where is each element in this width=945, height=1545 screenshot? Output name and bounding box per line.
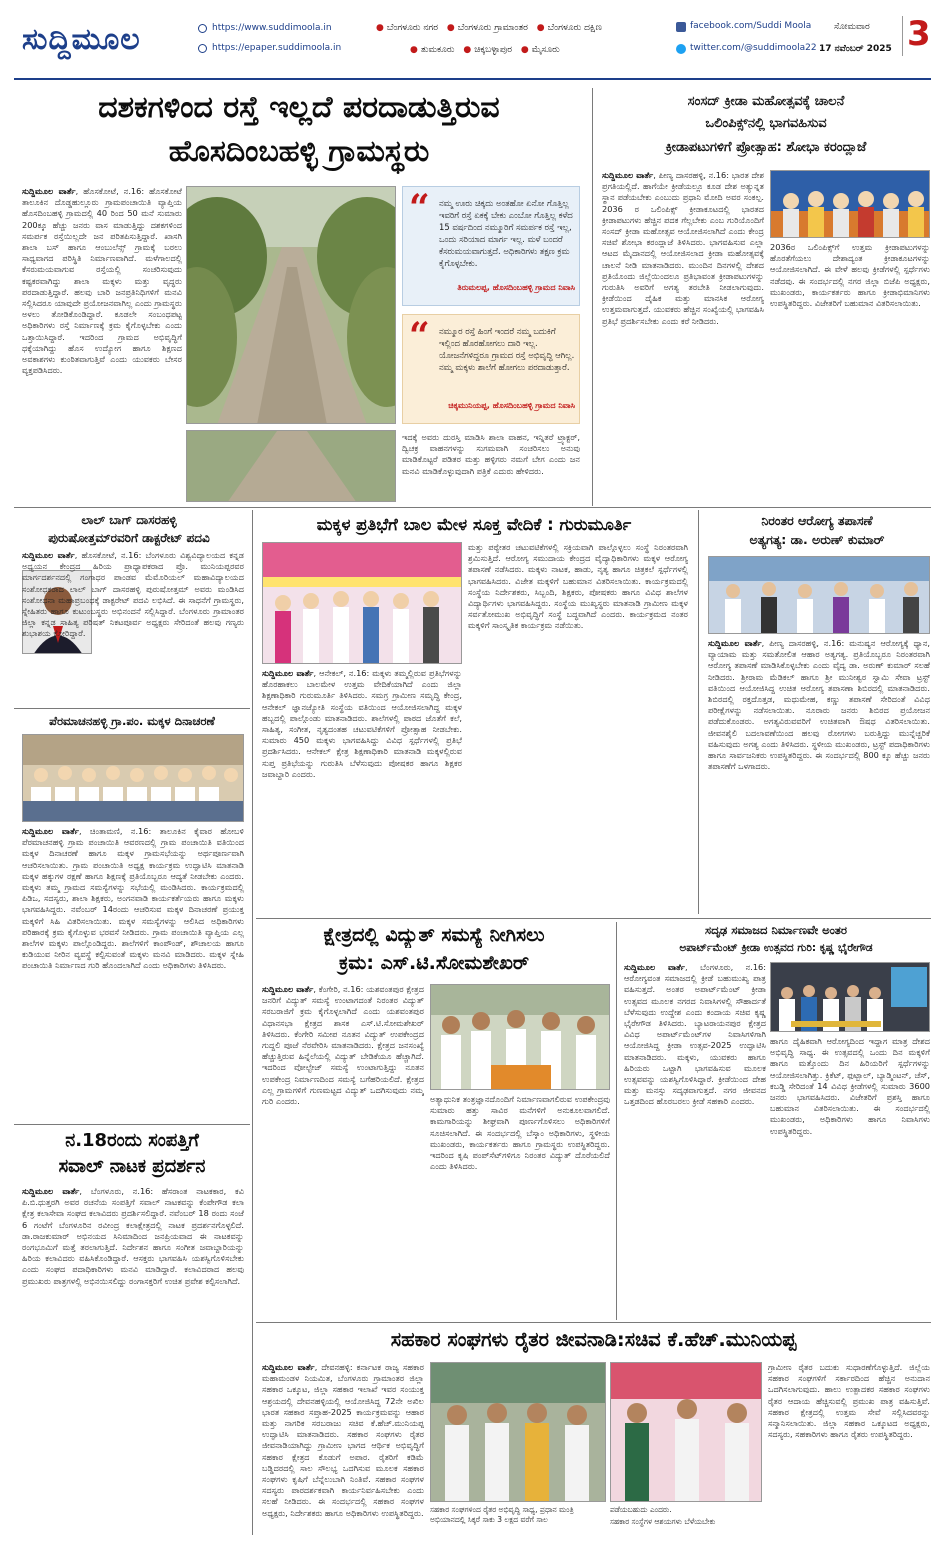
cooperative-caption-2: ಪಡೆಯಬಹುದು ಎಂದರು. (610, 1505, 672, 1514)
sports-image (771, 171, 930, 238)
bala-mela-photo (262, 542, 462, 664)
quote-2-text: ನಮ್ಮೂರ ರಸ್ತೆ ಹಿಂಗೆ ಇಂದರೆ ನಮ್ಮ ಬದುಕಿಗೆ ಇಲ್ಲಿಂದ ಹೊರಹೋಗಲು ದಾರಿ ಇಲ್ಲ. ಯೋಜನೆಗಳಿದ್ದರೂ ಗ್ರಾಮದ ರಸ್ತೆ ಅಭಿವೃದ್ಧಿ ಆಗಿಲ್ಲ. ನಮ್ಮ ಮಕ್ಕಳು ಶಾಲೆಗೆ ಹೋಗಲು ಪರದಾಡುತ್ತಾರೆ. (439, 326, 575, 372)
cooperative-photo-2 (610, 1362, 762, 1502)
page-number: 3 (907, 14, 931, 54)
bullet-icon: ● (446, 23, 455, 33)
editions-row-2 (410, 44, 670, 56)
edition-label: ಮೈಸೂರು (531, 45, 560, 55)
article-cooperative-body-2: ಗ್ರಾಮೀಣ ರೈತರ ಬದುಕು ಸುಧಾರಣೆಗೊಳ್ಳುತ್ತಿದೆ. ಜಿಲ್ಲೆಯ ಸಹಕಾರ ಸಂಘಗಳಿಗೆ ಸರ್ಕಾರದಿಂದ ಹೆಚ್ಚಿನ ಅನುದಾನ ಒದಗಿಸಲಾಗುವುದು. ಹಾಲು ಉತ್ಪಾದಕರ ಸಹಕಾರ ಸಂಘಗಳು ರೈತರ ಆದಾಯ ಹೆಚ್ಚಿಸುವಲ್ಲಿ ಪ್ರಮುಖ ಪಾತ್ರ ವಹಿಸುತ್ತಿವೆ. ಸಹಕಾರ ಕ್ಷೇತ್ರದಲ್ಲಿ ಉತ್ತಮ ಸೇವೆ ಸಲ್ಲಿಸಿದವರನ್ನು ಸನ್ಮಾನಿಸಲಾಯಿತು. ಜಿಲ್ಲಾ ಸಹಕಾರ ಒಕ್ಕೂಟದ ಅಧ್ಯಕ್ಷರು, ಸದಸ್ಯರು, ಸಹಕಾರಿಗಳು ಹಾಗೂ ರೈತರು ಉಪಸ್ಥಿತರಿದ್ದರು. (768, 1362, 930, 1440)
issue-day: ಸೋಮವಾರ (834, 22, 870, 32)
article-apartment-sports-body-2: ಹಾಗೂ ದೈಹಿಕವಾಗಿ ಆರೋಗ್ಯದಿಂದ ಇದ್ದಾಗ ಮಾತ್ರ ದೇಶದ ಅಭಿವೃದ್ಧಿ ಸಾಧ್ಯ. ಈ ಉತ್ಸವದಲ್ಲಿ ಒಂದು ದಿನ ಮಕ್ಕಳಿಗೆ ಹಾಗೂ ಮತ್ತೊಂದು ದಿನ ಹಿರಿಯರಿಗೆ ಸ್ಪರ್ಧೆಗಳನ್ನು ಆಯೋಜಿಸಲಾಗಿತ್ತು. ಕ್ರಿಕೆಟ್, ಫುಟ್ಬಾಲ್, ಬ್ಯಾಡ್ಮಿಂಟನ್, ಚೆಸ್, ಕಬಡ್ಡಿ ಸೇರಿದಂತೆ 14 ವಿವಿಧ ಕ್ರೀಡೆಗಳಲ್ಲಿ ಸುಮಾರು 3600 ಜನರು ಭಾಗವಹಿಸಿದರು. ವಿಜೇತರಿಗೆ ಪ್ರಶಸ್ತಿ ಹಾಗೂ ಬಹುಮಾನ ವಿತರಿಸಲಾಯಿತು. ಈ ಸಂದರ್ಭದಲ್ಲಿ ಮುಖಂಡರು, ಅಧಿಕಾರಿಗಳು ಹಾಗೂ ನಿವಾಸಿಗಳು ಉಪಸ್ಥಿತರಿದ್ದರು. (770, 1036, 930, 1136)
quote-2-author: ಚಿಕ್ಕಮುನಿಯಪ್ಪ, ಹೊಸದಿಂಬಹಳ್ಳಿ ಗ್ರಾಮದ ನಿವಾಸಿ (448, 401, 575, 410)
bullet-icon: ● (463, 45, 472, 55)
article-road-body: ಸುದ್ದಿಮೂಲ ವಾರ್ತೆ, ಹೊಸಕೋಟೆ, ನ.16: ಹೊಸಕೋಟೆ ತಾಲೂಕಿನ ದೊಡ್ಡಹುಲ್ಲೂರು ಗ್ರಾಮಪಂಚಾಯಿತಿ ವ್ಯಾಪ್ತಿಯ ಹೊಸದಿಂಬಹಳ್ಳಿ ಗ್ರಾಮದಲ್ಲಿ 40 ರಿಂದ 50 ಮನೆ ಸುಮಾರು 200ಕ್ಕೂ ಹೆಚ್ಚು ಜನರು ವಾಸ ಮಾಡುತ್ತಿದ್ದು ದಶಕಗಳಿಂದ ಸಮರ್ಪಕ ರಸ್ತೆಯಿಲ್ಲದೇ ಜನ ಪರಿತಪಿಸುತ್ತಿದ್ದಾರೆ. ಖಾಸಗಿ ಶಾಲಾ ಬಸ್ ಹಾಗೂ ಆಂಬುಲೆನ್ಸ್ ಗ್ರಾಮಕ್ಕೆ ಬರಲು ಸಾಧ್ಯವಾಗದ ಪರಿಸ್ಥಿತಿ ನಿರ್ಮಾಣವಾಗಿದೆ. ಮಳೆಗಾಲದಲ್ಲಿ ಕೆಸರುಮಯವಾಗುವ ರಸ್ತೆಯಲ್ಲಿ ಸಂಚರಿಸುವುದು ಕಷ್ಟಕರವಾಗಿದ್ದು ಶಾಲಾ ಮಕ್ಕಳು ಮತ್ತು ವೃದ್ಧರು ಪರದಾಡುತ್ತಿದ್ದಾರೆ. ಹಲವು ಬಾರಿ ಜನಪ್ರತಿನಿಧಿಗಳಿಗೆ ಮನವಿ ಸಲ್ಲಿಸಿದರೂ ಯಾವುದೇ ಪ್ರಯೋಜನವಾಗಿಲ್ಲ ಎಂದು ಗ್ರಾಮಸ್ಥರು ಅಳಲು ತೋಡಿಕೊಂಡಿದ್ದಾರೆ. ಕೂಡಲೇ ಸಂಬಂಧಪಟ್ಟ ಅಧಿಕಾರಿಗಳು ರಸ್ತೆ ನಿರ್ಮಾಣಕ್ಕೆ ಕ್ರಮ ಕೈಗೊಳ್ಳಬೇಕು ಎಂದು ಒತ್ತಾಯಿಸಿದ್ದಾರೆ. ಇದರಿಂದ ಗ್ರಾಮದ ಅಭಿವೃದ್ಧಿಗೆ ಧಕ್ಕೆಯಾಗಿದ್ದು ಹೊಸ ಉದ್ಯೋಗ ಹಾಗೂ ಶಿಕ್ಷಣದ ಅವಕಾಶಗಳು ಕುಂಠಿತವಾಗುತ್ತಿವೆ ಎಂದು ಯುವಕರು ಬೇಸರ ವ್ಯಕ್ತಪಡಿಸಿದರು. (22, 186, 182, 376)
cooperative-caption-3: ಸಹಕಾರ ಸಂಸ್ಥೆಗಳ ಆಶಯಗಳು ಬೆಳೆಯಬೇಕು (610, 1517, 716, 1526)
headline-road: ದಶಕಗಳಿಂದ ರಸ್ತೆ ಇಲ್ಲದೆ ಪರದಾಡುತ್ತಿರುವ (98, 90, 500, 125)
article-sports-body-2: 2036ರ ಒಲಿಂಪಿಕ್ಸ್‌ಗೆ ಉತ್ತಮ ಕ್ರೀಡಾಪಟುಗಳನ್ನು ಹೊರತೆಗೆಯಲು ದೇಶಾದ್ಯಂತ ಕ್ರೀಡಾಕೂಟಗಳನ್ನು ಆಯೋಜಿಸಲಾಗಿದೆ. ಈ ವೇಳೆ ಹಲವು ಕ್ರೀಡೆಗಳಲ್ಲಿ ಸ್ಪರ್ಧೆಗಳು ನಡೆದವು. ಈ ಸಂದರ್ಭದಲ್ಲಿ ನಗರ ಜಿಲ್ಲಾ ಬಿಜೆಪಿ ಅಧ್ಯಕ್ಷರು, ಮುಖಂಡರು, ಕಾರ್ಯಕರ್ತರು ಹಾಗೂ ಕ್ರೀಡಾಭಿಮಾನಿಗಳು ಉಪಸ್ಥಿತರಿದ್ದರು. ವಿಜೇತರಿಗೆ ಬಹುಮಾನ ವಿತರಿಸಲಾಯಿತು. (770, 242, 930, 309)
bullet-icon: ● (376, 23, 384, 33)
sports-event-photo (770, 170, 930, 238)
headline-apartment-sports-line2: ಅಪಾರ್ಟ್‌ಮೆಂಟ್ ಕ್ರೀಡಾ ಉತ್ಸವದ ಗುರಿ: ಕೃಷ್ಣ ಭೈರೇಗೌಡ (679, 942, 873, 954)
headline-health: ನಿರಂತರ ಆರೋಗ್ಯ ತಪಾಸಣೆ (761, 513, 873, 528)
road-image (187, 187, 396, 424)
issue-date: 17 ನವೆಂಬರ್ 2025 (819, 44, 892, 54)
apartment-sports-photo (770, 962, 930, 1032)
newspaper-logo: ಸುದ್ದಿಮೂಲ (22, 22, 141, 57)
article-drama-body: ಸುದ್ದಿಮೂಲ ವಾರ್ತೆ, ಬೆಂಗಳೂರು, ನ.16: ಹೆಸರಾಂತ ನಾಟಕಕಾರ, ಕವಿ ಪಿ.ಬಿ.ಧುತ್ತರಗಿ ಅವರ ರಚನೆಯ ಸಂಪತ್ತಿಗೆ ಸವಾಲ್ ನಾಟಕವನ್ನು ಕೆಂಪೇಗೌಡ ಕಲಾ ಕ್ಷೇತ್ರ ಕಲಾಸೇವಾ ಸಂಘದ ಕಲಾವಿದರು ಪ್ರದರ್ಶಿಸಲಿದ್ದಾರೆ. ನವೆಂಬರ್ 18 ರಂದು ಸಂಜೆ 6 ಗಂಟೆಗೆ ಬೆಂಗಳೂರಿನ ರವೀಂದ್ರ ಕಲಾಕ್ಷೇತ್ರದಲ್ಲಿ ನಾಟಕ ಪ್ರದರ್ಶನಗೊಳ್ಳಲಿದೆ. ಡಾ.ರಾಜಕುಮಾರ್ ಅಭಿನಯದ ಸಿನಿಮಾದಿಂದ ಜನಪ್ರಿಯವಾದ ಈ ನಾಟಕವನ್ನು ರಂಗಭೂಮಿಗೆ ಮತ್ತೆ ತರಲಾಗುತ್ತಿದೆ. ನಿರ್ದೇಶನ ಹಾಗೂ ಸಂಗೀತ ಜವಾಬ್ದಾರಿಯನ್ನು ಹಿರಿಯ ಕಲಾವಿದರು ವಹಿಸಿಕೊಂಡಿದ್ದಾರೆ. ಆಸಕ್ತರು ಭಾಗವಹಿಸಿ ಯಶಸ್ವಿಗೊಳಿಸಬೇಕು ಎಂದು ಸಂಘದ ಪದಾಧಿಕಾರಿಗಳು ಮನವಿ ಮಾಡಿದ್ದಾರೆ. ಕಲಾವಿದರಾದ ಹಲವು ಪ್ರಮುಖರು ಪಾತ್ರಗಳಲ್ಲಿ ಅಭಿನಯಿಸಲಿದ್ದು ರಂಗಾಸಕ್ತರಿಗೆ ಉಚಿತ ಪ್ರವೇಶ ಕಲ್ಪಿಸಲಾಗಿದೆ. (22, 1186, 244, 1286)
electricity-event-photo (430, 984, 610, 1090)
website-link[interactable]: https://www.suddimoola.in (212, 23, 332, 33)
edition-label: ಬೆಂಗಳೂರು ದಕ್ಷಿಣ (547, 23, 602, 33)
bala-mela-image (263, 543, 462, 664)
headline-apartment-sports: ಸದೃಢ ಸಮಾಜದ ನಿರ್ಮಾಣವೇ ಅಂತರ (705, 923, 847, 937)
epaper-link[interactable]: https://epaper.suddimoola.in (212, 43, 342, 53)
quote-icon: “ (409, 187, 430, 229)
facebook-icon (676, 22, 686, 32)
health-camp-photo (708, 556, 930, 634)
edition-label: ತುಮಕೂರು (420, 45, 455, 55)
cooperative-caption-1: ಸಹಕಾರ ಸಂಘಗಳಿಂದ ರೈತರ ಅಭಿವೃದ್ಧಿ ಸಾಧ್ಯ, ಪ್ರಧಾನ ಮಂತ್ರಿ ಅಭಿಯಾನದಲ್ಲಿ ಸಿಕ್ಕರೆ ಸಾಕು 3 ಲಕ್ಷದ ವರೆಗೆ ಸಾಲ (430, 1505, 574, 1524)
edition-label: ಬೆಂಗಳೂರು ನಗರ (386, 23, 438, 33)
cooperative-image-2 (611, 1363, 762, 1502)
article-road-body-2: ಇದಕ್ಕೆ ಅವರು ದುರಸ್ತಿ ಮಾಡಿಸಿ ಶಾಲಾ ವಾಹನ, ಇನ್ನಿತರೆ ಟ್ರ್ಯಾಕ್ಟರ್, ದ್ವಿಚಕ್ರ ವಾಹನಗಳನ್ನು ಸುಗಮವಾಗಿ ಸಂಚರಿಸಲು ಅನುವು ಮಾಡಿಕೊಟ್ಟರೆ ಪಡಿತರ ಮತ್ತು ಹಳ್ಳಿಗರು ನಮಗೆ ಬೇಗ ಎಂದು ಜನ ಮನವಿ ಮಾಡಿಕೊಳ್ಳುವುದಾಗಿ ಪತ್ರಿಕೆ ಎದುರು ಹೇಳಿದರು. (402, 432, 580, 476)
bullet-icon: ● (536, 23, 545, 33)
quote-icon: “ (409, 315, 430, 357)
headline-sports-line2: ಒಲಿಂಪಿಕ್ಸ್‌ನಲ್ಲಿ ಭಾಗವಹಿಸುವ (705, 116, 827, 131)
twitter-link[interactable]: twitter.com/@suddimoola22 (690, 43, 817, 53)
article-doctorate-body: ಸುದ್ದಿಮೂಲ ವಾರ್ತೆ, ಹೊಸಕೋಟೆ, ನ.16: ಬೆಂಗಳೂರು ವಿಶ್ವವಿದ್ಯಾಲಯದ ಕನ್ನಡ ಅಧ್ಯಯನ ಕೇಂದ್ರದ ಹಿರಿಯ ಪ್ರಾಧ್ಯಾಪಕರಾದ ಪ್ರೊ. ಮುನಿಯಪ್ಪರವರ ಮಾರ್ಗದರ್ಶನದಲ್ಲಿ ಗಂಗಾಧರ ಪಾಂಡವ ಮೆಮೊರಿಯಲ್ ಮಹಾವಿದ್ಯಾಲಯದ ಸಂಶೋಧಕರಾದ ಲಾಲ್ ಬಾಗ್ ದಾಸರಹಳ್ಳಿ ಪುರುಷೋತ್ತಮ್ ಅವರು ಮಂಡಿಸಿದ ಸಂಶೋಧನಾ ಮಹಾಪ್ರಬಂಧಕ್ಕೆ ಡಾಕ್ಟರೇಟ್ ಪದವಿ ಲಭಿಸಿದೆ. ಈ ಸಾಧನೆಗೆ ಗ್ರಾಮಸ್ಥರು, ಸ್ನೇಹಿತರು ಹಾಗೂ ಕುಟುಂಬಸ್ಥರು ಅಭಿನಂದನೆ ಸಲ್ಲಿಸಿದ್ದಾರೆ. ಬೆಂಗಳೂರು ಗ್ರಾಮಾಂತರ ಜಿಲ್ಲಾ ಕನ್ನಡ ಸಾಹಿತ್ಯ ಪರಿಷತ್ ನಿಕಟಪೂರ್ವ ಅಧ್ಯಕ್ಷರು ಸೇರಿದಂತೆ ಹಲವು ಗಣ್ಯರು ಶುಭಾಶಯ ಕೋರಿದ್ದಾರೆ. (22, 550, 244, 639)
headline-sports: ಸಂಸದ್ ಕ್ರೀಡಾ ಮಹೋತ್ಸವಕ್ಕೆ ಚಾಲನೆ (687, 94, 845, 109)
quote-box-1 (402, 186, 580, 306)
globe-icon (198, 24, 207, 33)
article-bala-mela-body: ಸುದ್ದಿಮೂಲ ವಾರ್ತೆ, ಆನೇಕಲ್, ನ.16: ಮಕ್ಕಳು ತಮ್ಮಲ್ಲಿರುವ ಪ್ರತಿಭೆಗಳನ್ನು ಹೊರಹಾಕಲು ಬಾಲಮೇಳ ಉತ್ತಮ ವೇದಿಕೆಯಾಗಿದೆ ಎಂದು ಜಿಲ್ಲಾ ಶಿಕ್ಷಣಾಧಿಕಾರಿ ಗುರುಮೂರ್ತಿ ತಿಳಿಸಿದರು. ಸಮಗ್ರ ಗ್ರಾಮೀಣ ಸಮೃದ್ಧಿ ಕೇಂದ್ರ, ಆನೇಕಲ್ ಜ್ಞಾನಜ್ಯೋತಿ ಸಂಸ್ಥೆಯ ವತಿಯಿಂದ ಆಯೋಜಿಸಲಾಗಿದ್ದ ಮಕ್ಕಳ ಹಬ್ಬದಲ್ಲಿ ಪಾಲ್ಗೊಂಡು ಮಾತನಾಡಿದರು. ಶಾಲೆಗಳಲ್ಲಿ ಪಾಠದ ಜೊತೆಗೆ ಕಲೆ, ಸಾಹಿತ್ಯ, ಸಂಗೀತ, ನೃತ್ಯದಂತಹ ಚಟುವಟಿಕೆಗಳಿಗೆ ಪ್ರೋತ್ಸಾಹ ನೀಡಬೇಕು. ಸುಮಾರು 450 ಮಕ್ಕಳು ಭಾಗವಹಿಸಿದ್ದು ವಿವಿಧ ಸ್ಪರ್ಧೆಗಳಲ್ಲಿ ಪ್ರತಿಭೆ ಪ್ರದರ್ಶಿಸಿದರು. ಆನೇಕಲ್ ಕ್ಷೇತ್ರ ಶಿಕ್ಷಣಾಧಿಕಾರಿ ಮಾತನಾಡಿ ಮಕ್ಕಳಲ್ಲಿರುವ ಸುಪ್ತ ಪ್ರತಿಭೆಯನ್ನು ಗುರುತಿಸಿ ಬೆಳೆಸುವುದು ಪೋಷಕರ ಹಾಗೂ ಶಿಕ್ಷಕರ ಜವಾಬ್ದಾರಿ ಎಂದರು. (262, 668, 462, 779)
article-electricity-body: ಸುದ್ದಿಮೂಲ ವಾರ್ತೆ, ಕೆಂಗೇರಿ, ನ.16: ಯಶವಂತಪುರ ಕ್ಷೇತ್ರದ ಜನರಿಗೆ ವಿದ್ಯುತ್ ಸಮಸ್ಯೆ ಉಂಟಾಗದಂತೆ ನಿರಂತರ ವಿದ್ಯುತ್ ಸರಬರಾಜಿಗೆ ಕ್ರಮ ಕೈಗೊಳ್ಳಲಾಗಿದೆ ಎಂದು ಯಶವಂತಪುರ ವಿಧಾನಸಭಾ ಕ್ಷೇತ್ರದ ಶಾಸಕ ಎಸ್.ಟಿ.ಸೋಮಶೇಖರ್ ತಿಳಿಸಿದರು. ಕೆಂಗೇರಿ ಸಮೀಪ ನೂತನ ವಿದ್ಯುತ್ ಉಪಕೇಂದ್ರದ ಗುದ್ದಲಿ ಪೂಜೆ ನೆರವೇರಿಸಿ ಮಾತನಾಡಿದರು. ಕ್ಷೇತ್ರದ ಜನಸಂಖ್ಯೆ ಹೆಚ್ಚುತ್ತಿರುವ ಹಿನ್ನೆಲೆಯಲ್ಲಿ ವಿದ್ಯುತ್ ಬೇಡಿಕೆಯೂ ಹೆಚ್ಚಾಗಿದೆ. ಇದರಿಂದ ವೋಲ್ಟೇಜ್ ಸಮಸ್ಯೆ ಉಂಟಾಗುತ್ತಿದ್ದು ನೂತನ ಉಪಕೇಂದ್ರ ನಿರ್ಮಾಣದಿಂದ ಸಮಸ್ಯೆ ಬಗೆಹರಿಯಲಿದೆ. ಕ್ಷೇತ್ರದ ಎಲ್ಲ ಗ್ರಾಮಗಳಿಗೆ ಗುಣಮಟ್ಟದ ವಿದ್ಯುತ್ ಒದಗಿಸುವುದು ನಮ್ಮ ಗುರಿ ಎಂದರು. (262, 984, 424, 1107)
article-bala-mela-body-2: ಮತ್ತು ಪಠ್ಯೇತರ ಚಟುವಟಿಕೆಗಳಲ್ಲಿ ಸಕ್ರಿಯವಾಗಿ ಪಾಲ್ಗೊಳ್ಳಲು ಸಂಸ್ಥೆ ನಿರಂತರವಾಗಿ ಶ್ರಮಿಸುತ್ತಿದೆ. ಆರೋಗ್ಯ ಸಮುದಾಯ ಕೇಂದ್ರದ ವೈದ್ಯಾಧಿಕಾರಿಗಳು ಮಕ್ಕಳ ಆರೋಗ್ಯ ತಪಾಸಣೆ ನಡೆಸಿದರು. ಮಕ್ಕಳು ನಾಟಕ, ಹಾಡು, ನೃತ್ಯ ಹಾಗೂ ಚಿತ್ರಕಲೆ ಸ್ಪರ್ಧೆಗಳಲ್ಲಿ ಭಾಗವಹಿಸಿದರು. ವಿಜೇತ ಮಕ್ಕಳಿಗೆ ಬಹುಮಾನ ವಿತರಿಸಲಾಯಿತು. ಕಾರ್ಯಕ್ರಮದಲ್ಲಿ ಸಂಸ್ಥೆಯ ನಿರ್ದೇಶಕರು, ಸಿಬ್ಬಂದಿ, ಶಿಕ್ಷಕರು, ಪೋಷಕರು ಹಾಗೂ ವಿವಿಧ ಶಾಲೆಗಳ ವಿದ್ಯಾರ್ಥಿಗಳು ಭಾಗವಹಿಸಿದ್ದರು. ಸಂಸ್ಥೆಯ ಮುಖ್ಯಸ್ಥರು ಮಾತನಾಡಿ ಗ್ರಾಮೀಣ ಮಕ್ಕಳ ಸರ್ವತೋಮುಖ ಅಭಿವೃದ್ಧಿಗೆ ಸಂಸ್ಥೆ ಬದ್ಧವಾಗಿದೆ ಎಂದರು. ಕಾರ್ಯಕ್ರಮದ ನಂತರ ಮಕ್ಕಳಿಗೆ ಸಾಂಸ್ಕೃತಿಕ ಕಾರ್ಯಕ್ರಮ ನಡೆಯಿತು. (468, 542, 688, 631)
quote-1-author: ತಿರುಮಲಪ್ಪ, ಹೊಸದಿಂಬಹಳ್ಳಿ ಗ್ರಾಮದ ನಿವಾಸಿ (457, 283, 575, 292)
health-camp-image (709, 557, 930, 634)
globe-icon (198, 44, 207, 53)
headline-cooperative: ಸಹಕಾರ ಸಂಘಗಳು ರೈತರ ಜೀವನಾಡಿ:ಸಚಿವ ಕೆ.ಹೆಚ್.ಮುನಿಯಪ್ಪ (390, 1328, 797, 1351)
headline-electricity-line2: ಕ್ರಮ: ಎಸ್.ಟಿ.ಸೋಮಶೇಖರ್ (338, 952, 530, 974)
headline-electricity: ಕ್ಷೇತ್ರದಲ್ಲಿ ವಿದ್ಯುತ್ ಸಮಸ್ಯೆ ನೀಗಿಸಲು (323, 924, 545, 946)
headline-childrens-day: ಪೆರಮಾಚನಹಳ್ಳಿ ಗ್ರಾ.ಪಂ. ಮಕ್ಕಳ ದಿನಾಚರಣೆ (49, 714, 215, 728)
article-cooperative-body: ಸುದ್ದಿಮೂಲ ವಾರ್ತೆ, ದೇವನಹಳ್ಳಿ: ಕರ್ನಾಟಕ ರಾಜ್ಯ ಸಹಕಾರ ಮಹಾಮಂಡಳ ನಿಯಮಿತ, ಬೆಂಗಳೂರು ಗ್ರಾಮಾಂತರ ಜಿಲ್ಲಾ ಸಹಕಾರ ಒಕ್ಕೂಟ, ಜಿಲ್ಲಾ ಸಹಕಾರ ಇಲಾಖೆ ಇವರ ಸಂಯುಕ್ತ ಆಶ್ರಯದಲ್ಲಿ ದೇವನಹಳ್ಳಿಯಲ್ಲಿ ಆಯೋಜಿಸಿದ್ದ 72ನೇ ಅಖಿಲ ಭಾರತ ಸಹಕಾರ ಸಪ್ತಾಹ-2025 ಕಾರ್ಯಕ್ರಮವನ್ನು ಆಹಾರ ಮತ್ತು ನಾಗರಿಕ ಸರಬರಾಜು ಸಚಿವ ಕೆ.ಹೆಚ್.ಮುನಿಯಪ್ಪ ಉದ್ಘಾಟಿಸಿ ಮಾತನಾಡಿದರು. ಸಹಕಾರ ಸಂಘಗಳು ರೈತರ ಜೀವನಾಡಿಯಾಗಿದ್ದು ಗ್ರಾಮೀಣ ಭಾಗದ ಆರ್ಥಿಕ ಅಭಿವೃದ್ಧಿಗೆ ಸಹಕಾರ ಕ್ಷೇತ್ರದ ಕೊಡುಗೆ ಅಪಾರ. ರೈತರಿಗೆ ಕಡಿಮೆ ಬಡ್ಡಿದರದಲ್ಲಿ ಸಾಲ ಸೌಲಭ್ಯ ಒದಗಿಸುವ ಮೂಲಕ ಸಹಕಾರ ಸಂಘಗಳು ಕೃಷಿಗೆ ಬೆನ್ನೆಲುಬಾಗಿ ನಿಂತಿವೆ. ಸಹಕಾರ ಸಂಘಗಳ ಸದಸ್ಯರು ಪಾರದರ್ಶಕವಾಗಿ ಕಾರ್ಯನಿರ್ವಹಿಸಬೇಕು ಎಂದು ಸಲಹೆ ನೀಡಿದರು. ಈ ಸಂದರ್ಭದಲ್ಲಿ ಸಹಕಾರ ಸಂಘಗಳ ಅಧ್ಯಕ್ಷರು, ನಿರ್ದೇಶಕರು ಹಾಗೂ ಅಧಿಕಾರಿಗಳು ಉಪಸ್ಥಿತರಿದ್ದರು. (262, 1362, 424, 1518)
article-health-body: ಸುದ್ದಿಮೂಲ ವಾರ್ತೆ, ಪೀಣ್ಯ ದಾಸರಹಳ್ಳಿ, ನ.16: ಮನುಷ್ಯನ ಆರೋಗ್ಯಕ್ಕೆ ಧ್ಯಾನ, ವ್ಯಾಯಾಮ ಮತ್ತು ಸಮತೋಲಿತ ಆಹಾರ ಅತ್ಯಗತ್ಯ. ಪ್ರತಿಯೊಬ್ಬರೂ ನಿರಂತರವಾಗಿ ಆರೋಗ್ಯ ತಪಾಸಣೆ ಮಾಡಿಸಿಕೊಳ್ಳಬೇಕು ಎಂದು ವೈದ್ಯ ಡಾ. ಅರುಣ್ ಕುಮಾರ್ ಸಲಹೆ ನೀಡಿದರು. ಶ್ರೀರಾಮ ಮೆಡಿಕಲ್ ಹಾಗೂ ಶ್ರೀ ಮುನೀಶ್ವರ ಸ್ವಾಮಿ ಸೇವಾ ಟ್ರಸ್ಟ್ ವತಿಯಿಂದ ಆಯೋಜಿಸಿದ್ದ ಉಚಿತ ಆರೋಗ್ಯ ತಪಾಸಣಾ ಶಿಬಿರದಲ್ಲಿ ಮಾತನಾಡಿದರು. ಶಿಬಿರದಲ್ಲಿ ರಕ್ತದೊತ್ತಡ, ಮಧುಮೇಹ, ಕಣ್ಣು ತಪಾಸಣೆ ಸೇರಿದಂತೆ ವಿವಿಧ ಪರೀಕ್ಷೆಗಳನ್ನು ನಡೆಸಲಾಯಿತು. ನೂರಾರು ಜನರು ಶಿಬಿರದ ಪ್ರಯೋಜನ ಪಡೆದುಕೊಂಡರು. ಅಗತ್ಯವಿರುವವರಿಗೆ ಉಚಿತವಾಗಿ ಔಷಧ ವಿತರಿಸಲಾಯಿತು. ಜೀವನಶೈಲಿ ಬದಲಾವಣೆಯಿಂದ ಹಲವು ರೋಗಗಳು ಬರುತ್ತಿದ್ದು ಮುನ್ನೆಚ್ಚರಿಕೆ ವಹಿಸುವುದು ಅಗತ್ಯ ಎಂದು ತಿಳಿಸಿದರು. ಸ್ಥಳೀಯ ಮುಖಂಡರು, ಟ್ರಸ್ಟ್ ಪದಾಧಿಕಾರಿಗಳು ಹಾಗೂ ಸಾರ್ವಜನಿಕರು ಉಪಸ್ಥಿತರಿದ್ದರು. ಈ ಸಂದರ್ಭದಲ್ಲಿ 800 ಕ್ಕೂ ಹೆಚ್ಚು ಜನರು ತಪಾಸಣೆಗೆ ಒಳಗಾದರು. (708, 638, 930, 772)
header-divider (902, 16, 903, 56)
bullet-icon: ● (520, 45, 529, 55)
facebook-link[interactable]: facebook.com/Suddi Moola (690, 21, 812, 31)
quote-box-2 (402, 314, 580, 424)
road-image-2 (187, 431, 396, 502)
children-image (23, 735, 244, 822)
headline-drama-line2: ಸವಾಲ್ ನಾಟಕ ಪ್ರದರ್ಶನ (58, 1156, 206, 1177)
headline-sports-line3: ಕ್ರೀಡಾಪಟುಗಳಿಗೆ ಪ್ರೋತ್ಸಾಹ: ಶೋಭಾ ಕರಂದ್ಲಾಜೆ (665, 140, 867, 155)
editions-row-1 (376, 22, 676, 34)
edition-label: ಬೆಂಗಳೂರು ಗ್ರಾಮಾಂತರ (457, 23, 528, 33)
quote-1-text: ನಮ್ಮ ಊರು ಚಿಕ್ಕದು ಅಂತಹೋ ಏನೋ ಗೊತ್ತಿಲ್ಲ ಇವರಿಗೆ ರಸ್ತೆ ಏಕಕ್ಕೆ ಬೇಕು ಎಂಬೋ ಗೊತ್ತಿಲ್ಲ ಕಳೆದ 15 ವರ್ಷದಿಂದ ನಮ್ಮೂರಿಗೆ ಸಮರ್ಪಕ ರಸ್ತೆ ಇಲ್ಲ, ಒಂದು ಸರಿಯಾದ ಮಾರ್ಗ ಇಲ್ಲ. ಮಳೆ ಬಂದರೆ ಕೆಸರುಮಯವಾಗುತ್ತದೆ. ಅಧಿಕಾರಿಗಳು ತಕ್ಷಣ ಕ್ರಮ ಕೈಗೊಳ್ಳಬೇಕು. (439, 198, 573, 268)
masthead (14, 8, 931, 80)
headline-doctorate-line2: ಪುರುಷೋತ್ತಮ್‌ರವರಿಗೆ ಡಾಕ್ಟರೇಟ್ ಪದವಿ (48, 531, 210, 545)
edition-label: ಚಿಕ್ಕಬಳ್ಳಾಪುರ (474, 45, 512, 55)
headline-road-line2: ಹೊಸದಿಂಬಹಳ್ಳಿ ಗ್ರಾಮಸ್ಥರು (168, 134, 430, 169)
twitter-icon (676, 44, 686, 54)
cooperative-image-1 (431, 1363, 606, 1502)
apartment-sports-image (771, 963, 930, 1032)
road-photo-2 (186, 430, 396, 502)
article-sports-body: ಸುದ್ದಿಮೂಲ ವಾರ್ತೆ, ಪೀಣ್ಯ ದಾಸರಹಳ್ಳಿ, ನ.16: ಭಾರತ ದೇಶ ಪ್ರಗತಿಯಲ್ಲಿದೆ. ಹಾಗೆಯೇ ಕ್ರೀಡೆಯಲ್ಲೂ ಕೂಡ ದೇಶ ಅತ್ಯುನ್ನತ ಸ್ಥಾನ ಪಡೆಯಬೇಕು ಎಂಬುದು ಪ್ರಧಾನಿ ಮೋದಿ ಅವರ ಸಂಕಲ್ಪ. 2036 ರ ಒಲಿಂಪಿಕ್ಸ್ ಕ್ರೀಡಾಕೂಟದಲ್ಲಿ ಭಾರತದ ಕ್ರೀಡಾಪಟುಗಳು ಹೆಚ್ಚಿನ ಪದಕ ಗೆಲ್ಲಬೇಕು ಎಂಬ ಗುರಿಯೊಂದಿಗೆ ಸಂಸದ್ ಕ್ರೀಡಾ ಮಹೋತ್ಸವ ಆಯೋಜಿಸಲಾಗಿದೆ ಎಂದು ಕೇಂದ್ರ ಸಚಿವೆ ಶೋಭಾ ಕರಂದ್ಲಾಜೆ ತಿಳಿಸಿದರು. ಭಾಗವಹಿಸುವ ಎಲ್ಲಾ ಆಟದ ಮೈದಾನದಲ್ಲಿ ಆಯೋಜಿಸಲಾದ ಕ್ರೀಡಾ ಮಹೋತ್ಸವಕ್ಕೆ ಚಾಲನೆ ನೀಡಿ ಮಾತನಾಡಿದರು. ಮುಂದಿನ ದಿನಗಳಲ್ಲಿ ದೇಶದ ಪ್ರತಿಯೊಂದು ಜಿಲ್ಲೆಯಿಂದಲೂ ಪ್ರತಿಭಾವಂತ ಕ್ರೀಡಾಪಟುಗಳನ್ನು ಗುರುತಿಸಿ ಅವರಿಗೆ ಅಗತ್ಯ ತರಬೇತಿ ನೀಡಲಾಗುವುದು. ಕ್ರೀಡೆಯಿಂದ ದೈಹಿಕ ಮತ್ತು ಮಾನಸಿಕ ಆರೋಗ್ಯ ಉತ್ತಮವಾಗುತ್ತದೆ. ಯುವಕರು ಹೆಚ್ಚಿನ ಸಂಖ್ಯೆಯಲ್ಲಿ ಭಾಗವಹಿಸಿ ಪ್ರತಿಭೆ ಪ್ರದರ್ಶಿಸಬೇಕು ಎಂದು ಕರೆ ನೀಡಿದರು. (602, 170, 764, 326)
childrens-day-photo (22, 734, 244, 822)
headline-drama: ನ.18ರಂದು ಸಂಪತ್ತಿಗೆ (65, 1130, 199, 1151)
headline-bala-mela: ಮಕ್ಕಳ ಪ್ರತಿಭೆಗೆ ಬಾಲ ಮೇಳ ಸೂಕ್ತ ವೇದಿಕೆ : ಗುರುಮೂರ್ತಿ (316, 515, 632, 534)
headline-health-line2: ಅತ್ಯಗತ್ಯ: ಡಾ. ಅರುಣ್ ಕುಮಾರ್ (749, 532, 885, 547)
article-electricity-body-2: ಅತ್ಯಾಧುನಿಕ ತಂತ್ರಜ್ಞಾನದೊಂದಿಗೆ ನಿರ್ಮಾಣವಾಗಲಿರುವ ಉಪಕೇಂದ್ರವು ಸುಮಾರು ಹತ್ತು ಸಾವಿರ ಮನೆಗಳಿಗೆ ಅನುಕೂಲವಾಗಲಿದೆ. ಕಾಮಗಾರಿಯನ್ನು ಶೀಘ್ರವಾಗಿ ಪೂರ್ಣಗೊಳಿಸಲು ಅಧಿಕಾರಿಗಳಿಗೆ ಸೂಚಿಸಲಾಗಿದೆ. ಈ ಸಂದರ್ಭದಲ್ಲಿ ಬೆಸ್ಕಾಂ ಅಧಿಕಾರಿಗಳು, ಸ್ಥಳೀಯ ಮುಖಂಡರು, ಕಾರ್ಯಕರ್ತರು ಹಾಗೂ ಗ್ರಾಮಸ್ಥರು ಉಪಸ್ಥಿತರಿದ್ದರು. ಇದರಿಂದ ಕೃಷಿ ಪಂಪ್‌ಸೆಟ್‌ಗಳಿಗೂ ನಿರಂತರ ವಿದ್ಯುತ್ ದೊರೆಯಲಿದೆ ಎಂದು ತಿಳಿಸಿದರು. (430, 1094, 610, 1172)
article-childrens-day-body: ಸುದ್ದಿಮೂಲ ವಾರ್ತೆ, ಚಿಂತಾಮಣಿ, ನ.16: ತಾಲೂಕಿನ ಕೈವಾರ ಹೋಬಳಿ ಪೆರಮಾಚನಹಳ್ಳಿ ಗ್ರಾಮ ಪಂಚಾಯಿತಿ ಆವರಣದಲ್ಲಿ ಗ್ರಾಮ ಪಂಚಾಯಿತಿ ವತಿಯಿಂದ ಮಕ್ಕಳ ದಿನಾಚರಣೆ ಹಾಗೂ ಮಕ್ಕಳ ಗ್ರಾಮಸಭೆಯನ್ನು ಅರ್ಥಪೂರ್ಣವಾಗಿ ಆಚರಿಸಲಾಯಿತು. ಗ್ರಾಮ ಪಂಚಾಯಿತಿ ಅಧ್ಯಕ್ಷ ಕಾರ್ಯಕ್ರಮ ಉದ್ಘಾಟಿಸಿ ಮಾತನಾಡಿ ಮಕ್ಕಳ ಹಕ್ಕುಗಳ ರಕ್ಷಣೆ ಹಾಗೂ ಶಿಕ್ಷಣಕ್ಕೆ ಪ್ರತಿಯೊಬ್ಬರೂ ಆದ್ಯತೆ ನೀಡಬೇಕು ಎಂದರು. ಮಕ್ಕಳು ತಮ್ಮ ಗ್ರಾಮದ ಸಮಸ್ಯೆಗಳನ್ನು ಸಭೆಯಲ್ಲಿ ಮಂಡಿಸಿದರು. ಕಾರ್ಯಕ್ರಮದಲ್ಲಿ ಪಿಡಿಒ, ಸದಸ್ಯರು, ಶಾಲಾ ಶಿಕ್ಷಕರು, ಅಂಗನವಾಡಿ ಕಾರ್ಯಕರ್ತೆಯರು ಹಾಗೂ ಮಕ್ಕಳು ಭಾಗವಹಿಸಿದ್ದರು. ನವೆಂಬರ್ 14ರಂದು ಆಚರಿಸುವ ಮಕ್ಕಳ ದಿನಾಚರಣೆ ಪ್ರಯುಕ್ತ ಮಕ್ಕಳಿಗೆ ಸಿಹಿ ವಿತರಿಸಲಾಯಿತು. ಮಕ್ಕಳ ಸಮಸ್ಯೆಗಳನ್ನು ಆಲಿಸಿದ ಅಧಿಕಾರಿಗಳು ಪರಿಹಾರಕ್ಕೆ ಕ್ರಮ ಕೈಗೊಳ್ಳುವ ಭರವಸೆ ನೀಡಿದರು. ಗ್ರಾಮ ಪಂಚಾಯಿತಿ ವ್ಯಾಪ್ತಿಯ ಎಲ್ಲ ಶಾಲೆಗಳ ಮಕ್ಕಳು ಪಾಲ್ಗೊಂಡಿದ್ದರು. ಶಾಲೆಗಳಿಗೆ ಕಾಂಪೌಂಡ್, ಶೌಚಾಲಯ ಹಾಗೂ ಕುಡಿಯುವ ನೀರಿನ ವ್ಯವಸ್ಥೆ ಕಲ್ಪಿಸುವಂತೆ ಮಕ್ಕಳು ಮನವಿ ಮಾಡಿದರು. ಮಕ್ಕಳ ಸ್ನೇಹಿ ಪಂಚಾಯಿತಿ ನಿರ್ಮಾಣದ ಗುರಿ ಹೊಂದಲಾಗಿದೆ ಎಂದು ಅಧಿಕಾರಿಗಳು ತಿಳಿಸಿದರು. (22, 826, 244, 971)
headline-doctorate: ಲಾಲ್ ಬಾಗ್ ದಾಸರಹಳ್ಳಿ (81, 513, 177, 527)
bullet-icon: ● (410, 45, 418, 55)
cooperative-photo-1 (430, 1362, 606, 1502)
electricity-image (431, 985, 610, 1090)
article-apartment-sports-body: ಸುದ್ದಿಮೂಲ ವಾರ್ತೆ, ಬೆಂಗಳೂರು, ನ.16: ಆರೋಗ್ಯವಂತ ಸಮಾಜದಲ್ಲಿ ಕ್ರೀಡೆ ಬಹುಮುಖ್ಯ ಪಾತ್ರ ವಹಿಸುತ್ತದೆ. ಅಂತರ ಅಪಾರ್ಟ್‌ಮೆಂಟ್ ಕ್ರೀಡಾ ಉತ್ಸವದ ಮೂಲಕ ನಗರದ ನಿವಾಸಿಗಳಲ್ಲಿ ಸೌಹಾರ್ದತೆ ಬೆಳೆಸುವುದು ಉದ್ದೇಶ ಎಂದು ಕಂದಾಯ ಸಚಿವ ಕೃಷ್ಣ ಭೈರೇಗೌಡ ತಿಳಿಸಿದರು. ಬ್ಯಾಟರಾಯನಪುರ ಕ್ಷೇತ್ರದ ವಿವಿಧ ಅಪಾರ್ಟ್‌ಮೆಂಟ್‌ಗಳ ನಿವಾಸಿಗಳಿಗಾಗಿ ಆಯೋಜಿಸಿದ್ದ ಕ್ರೀಡಾ ಉತ್ಸವ-2025 ಉದ್ಘಾಟಿಸಿ ಮಾತನಾಡಿದರು. ಮಕ್ಕಳು, ಯುವಕರು ಹಾಗೂ ಹಿರಿಯರು ಒಟ್ಟಾಗಿ ಭಾಗವಹಿಸುವ ಮೂಲಕ ಉತ್ಸವವನ್ನು ಯಶಸ್ವಿಗೊಳಿಸಿದ್ದಾರೆ. ಕ್ರೀಡೆಯಿಂದ ದೇಹ ಮತ್ತು ಮನಸ್ಸು ಸದೃಢವಾಗುತ್ತದೆ. ನಗರ ಜೀವನದ ಒತ್ತಡದಿಂದ ಹೊರಬರಲು ಕ್ರೀಡೆ ಸಹಕಾರಿ ಎಂದರು. (624, 962, 766, 1107)
village-road-photo (186, 186, 396, 424)
